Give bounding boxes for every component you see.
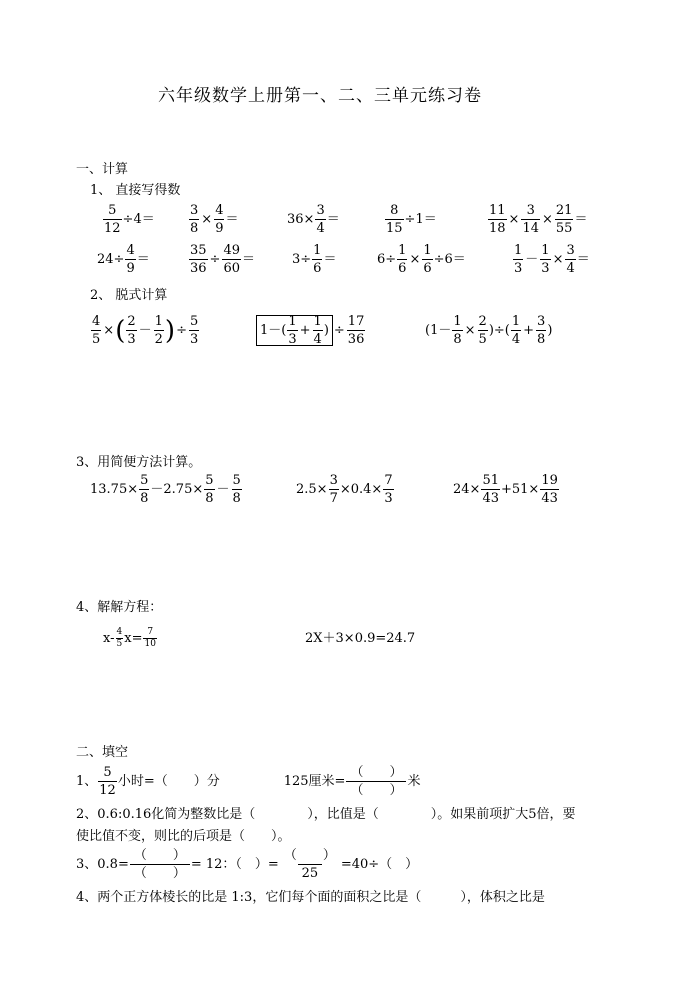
q2-expr2: 1－( $\frac{1}{3}$ + $\frac{1}{4}$ ) ÷ $\frac{17}{36}$ — [256, 315, 366, 346]
q3-expr3: 24× $\frac{51}{43}$ +51× $\frac{19}{43}$ — [453, 473, 558, 506]
q1-r2-item3: 3÷ $\frac{1}{6}$ ＝ — [292, 243, 337, 276]
q1-r1-item3: 36× $\frac{3}{4}$ ＝ — [287, 203, 340, 236]
q1-r2-item2: $\frac{35}{36}$ ÷ $\frac{49}{60}$ ＝ — [190, 243, 256, 276]
q4-equation1: x- $\frac{4}{5}$ x= $\frac{7}{10}$ — [103, 627, 156, 649]
q1-r1-item1: $\frac{5}{12}$ ÷4＝ — [104, 203, 155, 236]
q2-expr3: (1－ $\frac{1}{8}$ × $\frac{2}{5}$ )÷( $\frac{1}{4}$ + $\frac{3}{8}$ ) — [425, 314, 553, 347]
blank-fraction[interactable]: $\frac{( )}{25}$ — [283, 848, 336, 881]
page-title: 六年级数学上册第一、二、三单元练习卷 — [158, 86, 482, 106]
q1-label: 1、 直接写得数 — [90, 183, 181, 198]
q3-label: 3、用简便方法计算。 — [76, 455, 202, 470]
q1-r1-item4: $\frac{8}{15}$ ÷1＝ — [386, 203, 437, 236]
q4-equation2: 2X＋3×0.9=24.7 — [305, 631, 416, 646]
fraction: $\frac{5}{12}$ — [104, 203, 121, 236]
fill-line-3: 3、0.8= $\frac{( )}{( )}$ = 12：（ ）= $\frac{( )}{25}$ =40÷（ ） — [76, 848, 419, 881]
q3-expr1: 13.75× $\frac{5}{8}$ －2.75× $\frac{5}{8}$ － $\frac{5}{8}$ — [90, 473, 241, 506]
q1-r1-item5: $\frac{11}{18}$ × $\frac{3}{14}$ × $\frac{21}{55}$ ＝ — [489, 203, 588, 236]
right-paren: ) — [164, 315, 176, 346]
fill-line-1: 1、 $\frac{5}{12}$ 小时=（ ）分 125厘米= $\frac{( )}{( )}$ 米 — [76, 765, 421, 798]
fill-line-2a: 2、0.6:0.16化简为整数比是（ ），比值是（ ）。如果前项扩大5倍，要 — [76, 807, 576, 822]
section-2-heading: 二、填空 — [76, 745, 129, 760]
square-bracket: 1－( $\frac{1}{3}$ + $\frac{1}{4}$ ) — [256, 315, 333, 346]
q2-label: 2、 脱式计算 — [90, 288, 168, 303]
q1-r2-item4: 6÷ $\frac{1}{6}$ × $\frac{1}{6}$ ÷6＝ — [377, 243, 466, 276]
q1-r2-item1: 24÷ $\frac{4}{9}$ ＝ — [97, 243, 150, 276]
section-1-heading: 一、计算 — [76, 162, 129, 177]
left-paren: ( — [115, 315, 126, 346]
fill-line-4: 4、两个正方体棱长的比是 1:3，它们每个面的面积之比是（ ），体积之比是 — [76, 890, 545, 905]
blank-fraction[interactable]: $\frac{( )}{( )}$ — [346, 766, 406, 797]
fill-line-2b: 使比值不变，则比的后项是（ ）。 — [76, 829, 291, 844]
blank-fraction[interactable]: $\frac{( )}{( )}$ — [130, 849, 190, 880]
q3-expr2: 2.5× $\frac{3}{7}$ ×0.4× $\frac{7}{3}$ — [296, 473, 393, 506]
q4-label: 4、解解方程： — [76, 600, 163, 615]
q1-r2-item5: $\frac{1}{3}$ － $\frac{1}{3}$ × $\frac{3}{4}$ ＝ — [514, 243, 590, 276]
q1-r1-item2: $\frac{3}{8}$ × $\frac{4}{9}$ ＝ — [190, 203, 239, 236]
q2-expr1: $\frac{4}{5}$ × ( $\frac{2}{3}$ － $\frac{1}{2}$ ) ÷ $\frac{5}{3}$ — [92, 314, 199, 347]
